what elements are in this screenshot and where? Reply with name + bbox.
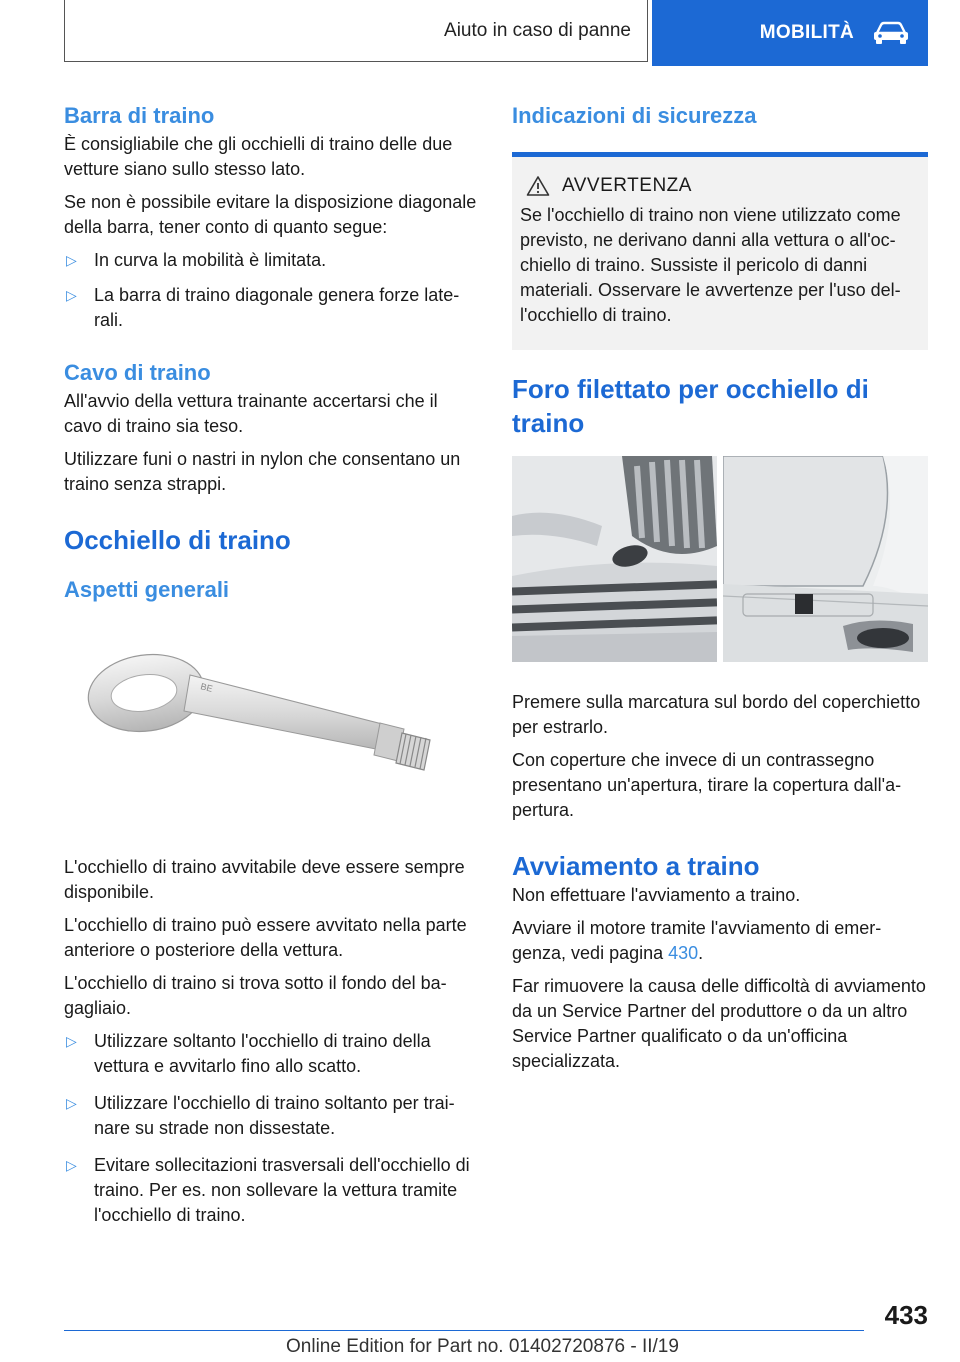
occhiello-paragraph: L'occhiello di traino avvitabile deve essere sempre disponibile.: [64, 857, 465, 902]
foro-paragraph: Con coperture che invece di un contrassegno presentano un'apertura, tirare la copertura dall'apertura.: [512, 750, 902, 820]
car-icon: [872, 21, 910, 45]
list-item: ▷ Utilizzare l'occhiello di traino soltanto per trainare su strade non dissestate.: [66, 1093, 455, 1138]
occhiello-paragraph: L'occhiello di traino si trova sotto il fondo del bagagliaio.: [64, 973, 447, 1018]
front-bumper-image: [512, 456, 717, 662]
page-link-430[interactable]: 430: [668, 943, 699, 963]
list-item: ▷ La barra di traino diagonale genera forze laterali.: [66, 285, 460, 330]
bumper-images: [512, 456, 928, 662]
occhiello-heading: Occhiello di traino: [64, 525, 291, 555]
right-column: [512, 100, 928, 1074]
avviamento-paragraph: Far rimuovere la causa delle difficoltà di avviamento da un Service Partner del produttore o da un altro Service Partner qualificato o da un'officina specializzata.: [512, 976, 926, 1071]
triangle-bullet-icon: ▷: [66, 1157, 77, 1173]
list-item: ▷ Utilizzare soltanto l'occhiello di traino della vettura e avvitarlo fino allo scatto.: [66, 1031, 431, 1076]
list-item: ▷ In curva la mobilità è limitata.: [64, 248, 478, 273]
cavo-paragraph: All'avvio della vettura trainante accertarsi che il cavo di traino sia teso.: [64, 391, 438, 436]
warning-title-row: [520, 175, 920, 197]
section-title: Aiuto in caso di panne: [444, 19, 631, 41]
occhiello-list: [64, 1029, 478, 1228]
warning-box: [512, 152, 928, 350]
page-header: [64, 0, 928, 64]
avviamento-paragraph: Non effettuare l'avviamento a traino.: [512, 885, 801, 905]
barra-paragraph: Se non è possibile evitare la disposizione diagonale della barra, tener conto di quanto segue:: [64, 192, 477, 237]
chapter-tab[interactable]: [652, 0, 928, 66]
warning-triangle-icon: [526, 175, 550, 197]
list-item: ▷ Evitare sollecitazioni trasversali dell'occhiello di traino. Per es. non sollevare la vettura tramite l'occhiello di traino.: [66, 1155, 470, 1225]
section-title-box: [64, 0, 648, 62]
warning-title: AVVERTENZA: [562, 175, 692, 196]
chapter-title: MOBILITÀ: [759, 22, 854, 43]
barra-paragraph: È consigliabile che gli occhielli di traino delle due vetture siano sullo stesso lato.: [64, 134, 453, 179]
foro-heading: Foro filettato per occhiello di traino: [512, 374, 869, 438]
barra-list: [64, 248, 478, 333]
avviamento-paragraph: Avviare il motore tramite l'avviamento di emergenza, vedi pagina 430.: [512, 918, 882, 963]
cavo-heading: Cavo di traino: [64, 360, 211, 385]
foro-paragraph: Premere sulla marcatura sul bordo del coperchietto per estrarlo.: [512, 692, 921, 737]
triangle-bullet-icon: ▷: [66, 1033, 77, 1049]
cavo-paragraph: Utilizzare funi o nastri in nylon che consentano un traino senza strappi.: [64, 449, 461, 494]
page-number: 433: [884, 1300, 928, 1330]
warning-text: Se l'occhiello di traino non viene utilizzato come previsto, ne derivano danni alla vettura o all'occhiello di traino. Sussiste il pericolo di danni materiali. Osservare le avvertenze per l'uso dell'occhiello di traino.: [520, 205, 901, 325]
sicurezza-heading: Indicazioni di sicurezza: [512, 103, 757, 128]
tow-eye-label: BE: [199, 681, 214, 694]
rear-bumper-image: [723, 456, 928, 662]
triangle-bullet-icon: ▷: [66, 252, 77, 268]
triangle-bullet-icon: ▷: [66, 287, 77, 303]
occhiello-paragraph: L'occhiello di traino può essere avvitato nella parte anteriore o posteriore della vettura.: [64, 915, 467, 960]
aspetti-subheading: Aspetti generali: [64, 577, 230, 602]
footer-divider: [64, 1330, 864, 1331]
left-column: [64, 100, 478, 1228]
triangle-bullet-icon: ▷: [66, 1095, 77, 1111]
barra-heading: Barra di traino: [64, 103, 215, 128]
footer-edition: Online Edition for Part no. 01402720876 - II/19: [286, 1336, 679, 1357]
avviamento-heading: Avviamento a traino: [512, 851, 760, 881]
tow-eye-image: [64, 605, 478, 855]
